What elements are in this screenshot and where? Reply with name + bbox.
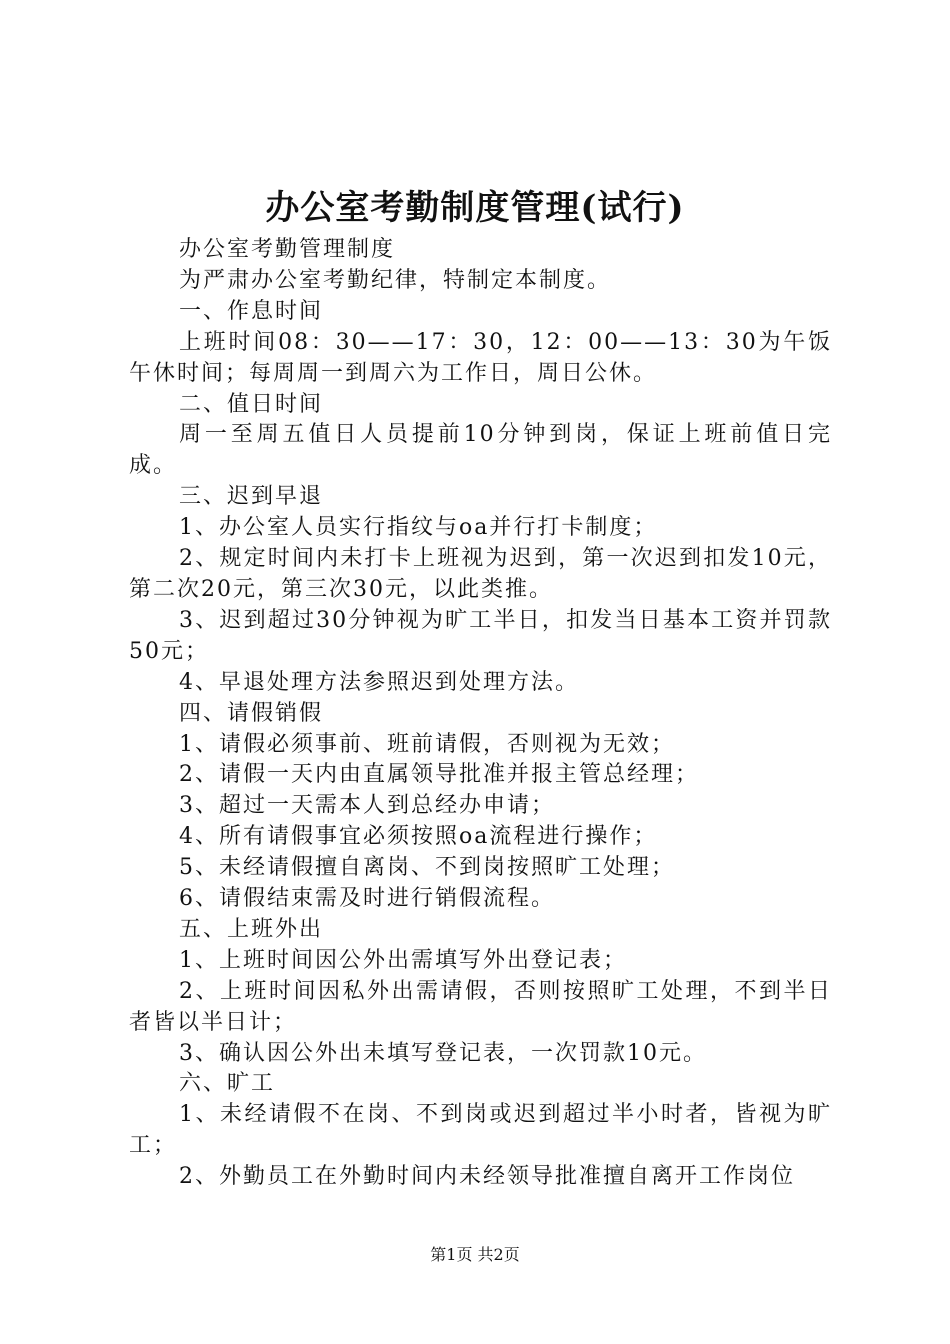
list-item: 1、请假必须事前、班前请假，否则视为无效；	[179, 731, 675, 757]
paragraph: 上班时间08：30——17：30，12：00——13：30为午饭午休时间；每周周一到周六为工作日，周日公休。	[129, 329, 832, 386]
section-heading: 二、值日时间	[179, 391, 324, 417]
paragraph: 办公室考勤管理制度	[179, 237, 396, 262]
list-item: 4、早退处理方法参照迟到处理方法。	[179, 669, 579, 695]
page-footer: 第1页 共2页	[430, 1245, 520, 1264]
section-heading: 三、迟到早退	[179, 484, 324, 510]
list-item: 1、办公室人员实行指纹与oa并行打卡制度；	[179, 515, 658, 541]
document-body	[129, 235, 832, 1193]
list-item: 1、上班时间因公外出需填写外出登记表；	[179, 947, 627, 973]
list-item: 2、请假一天内由直属领导批准并报主管总经理；	[179, 762, 699, 788]
section-heading: 四、请假销假	[179, 700, 324, 726]
list-item: 3、确认因公外出未填写登记表，一次罚款10元。	[179, 1040, 707, 1066]
list-item: 3、迟到超过30分钟视为旷工半日，扣发当日基本工资并罚款50元；	[129, 607, 832, 664]
document-title: 办公室考勤制度管理(试行)	[265, 188, 685, 228]
list-item: 2、外勤员工在外勤时间内未经领导批准擅自离开工作岗位	[179, 1164, 795, 1190]
section-heading: 五、上班外出	[179, 916, 324, 942]
section-heading: 六、旷工	[179, 1071, 276, 1097]
list-item: 2、规定时间内未打卡上班视为迟到，第一次迟到扣发10元，第二次20元，第三次30元，以此类推。	[129, 546, 832, 602]
list-item: 2、上班时间因私外出需请假，否则按照旷工处理，不到半日者皆以半日计；	[129, 978, 832, 1035]
paragraph: 为严肃办公室考勤纪律，特制定本制度。	[179, 267, 612, 293]
list-item: 1、未经请假不在岗、不到岗或迟到超过半小时者，皆视为旷工；	[129, 1102, 832, 1159]
list-item: 4、所有请假事宜必须按照oa流程进行操作；	[179, 824, 658, 850]
list-item: 3、超过一天需本人到总经办申请；	[179, 793, 555, 819]
paragraph: 周一至周五值日人员提前10分钟到岗，保证上班前值日完成。	[129, 422, 832, 479]
section-heading: 一、作息时间	[179, 298, 324, 324]
list-item: 5、未经请假擅自离岗、不到岗按照旷工处理；	[179, 855, 675, 881]
list-item: 6、请假结束需及时进行销假流程。	[179, 886, 555, 912]
